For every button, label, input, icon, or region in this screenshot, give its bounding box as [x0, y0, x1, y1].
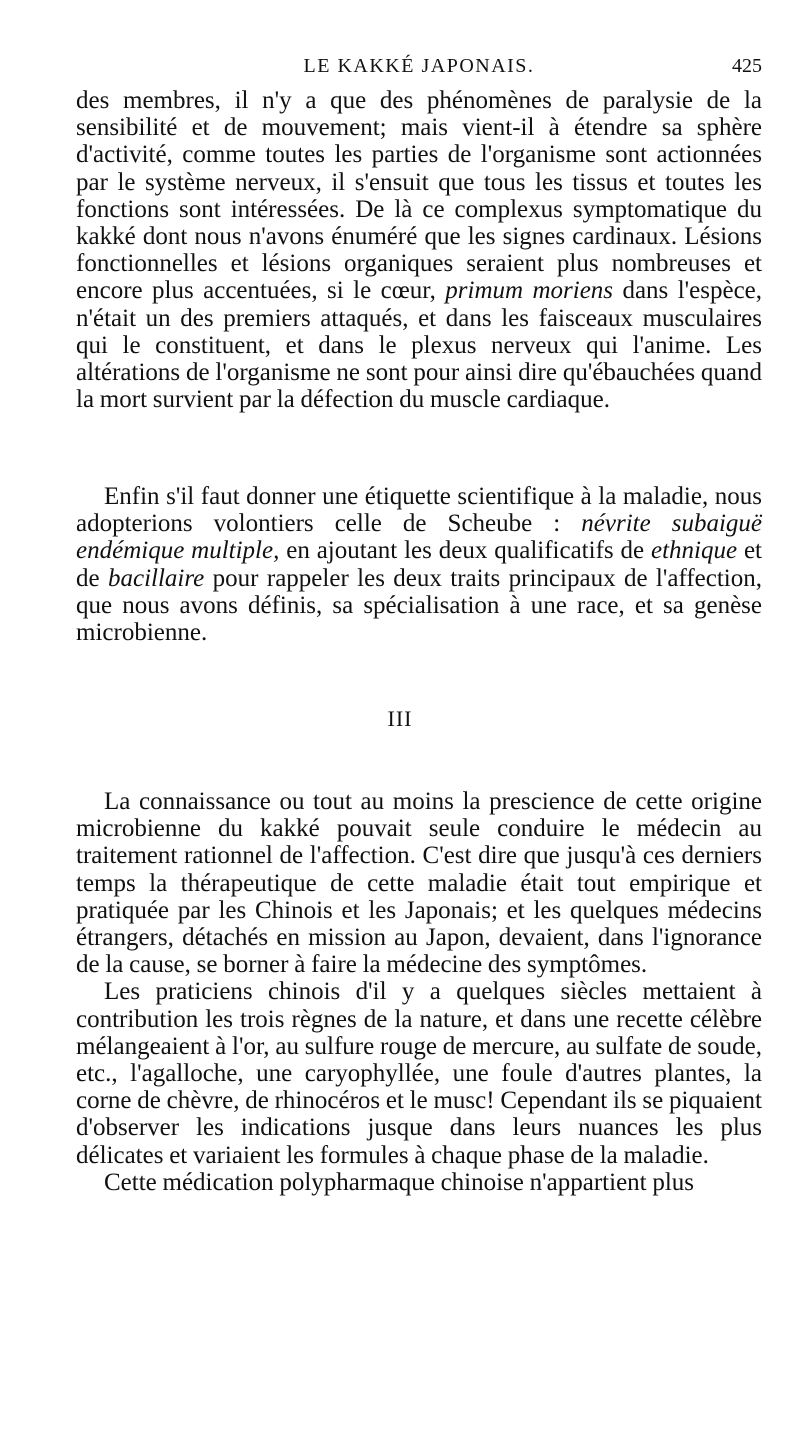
- text-block-section-iii: [76, 788, 762, 1196]
- running-header: [76, 55, 762, 85]
- paragraph-continuation: [76, 87, 762, 413]
- paragraph-text: en ajoutant les deux qualificatifs de: [286, 537, 645, 565]
- paragraph-text: dans l'espèce, n'était un des premiers attaqués, et dans les faisceaux musculaires qui le constituent, et dans le plexus nerveux qui l'anime. Les altérations de l'organisme ne sont pour ainsi dire qu'ébauchées quand la mort survient par la défection du muscle cardiaque.: [76, 277, 763, 414]
- paragraph-text: des membres, il n'y a que des phénomènes de paralysie de la sensibilité et de mouvement; mais vient-il à étendre sa sphère d'activité, comme toutes les parties de l'organisme sont actionnées par le système nerveux, il s'ensuit que tous les tissus et toutes les fonctions sont intéressées. De là ce complexus symptomatique du kakké dont nous n'avons énuméré que les signes cardinaux. Lésions fonctionnelles et lésions organiques seraient plus nombreuses et encore plus accentuées, si le cœur,: [76, 87, 762, 305]
- italic-phrase: névrite subaiguë endémique multiple,: [76, 510, 762, 565]
- page-number: 425: [732, 55, 762, 77]
- paragraph-chinese-practitioners: Les praticiens chinois d'il y a quelques siècles mettaient à contribution les trois règnes de la nature, et dans une recette célèbre mélangeaient à l'or, au sulfure rouge de mercure, au sulfate de soude, etc., l'agalloche, une caryophyllée, une foule d'autres plantes, la corne de chèvre, de rhinocéros et le musc! Cependant ils se piquaient d'observer les indications jusque dans leurs nuances les plus délicates et variaient les formules à chaque phase de la maladie.: [76, 978, 762, 1169]
- running-title: LE KAKKÉ JAPONAIS.: [303, 55, 535, 77]
- italic-word: ethnique: [650, 537, 738, 565]
- paragraph-text: pour rappeler les deux traits principaux de l'affection, que nous avons définis, sa spécialisation à une race, et sa genèse microbienne.: [76, 564, 763, 647]
- section-heading: III: [387, 706, 413, 731]
- paragraph-treatment: La connaissance ou tout au moins la prescience de cette origine microbienne du kakké pouvait seule conduire le médecin au traitement rationnel de l'affection. C'est dire que jusqu'à ces derniers temps la thérapeutique de cette maladie était tout empirique et pratiquée par les Chinois et les Japonais; et les quelques médecins étrangers, détachés en mission au Japon, devaient, dans l'ignorance de la cause, se borner à faire la médecine des symptômes.: [76, 788, 762, 979]
- text-block-conclusion: [76, 483, 762, 646]
- paragraph-text: Enfin s'il faut donner une étiquette scientifique à la maladie, nous adopterions volontiers celle de Scheube :: [76, 483, 762, 538]
- italic-phrase: primum moriens: [445, 277, 614, 305]
- paragraph-etiquette: [76, 483, 762, 646]
- paragraph-text: et de: [76, 537, 762, 592]
- text-block-continuation: [76, 87, 762, 413]
- paragraph-polypharmacy: Cette médication polypharmaque chinoise n'appartient plus: [104, 1168, 695, 1196]
- italic-word: bacillaire: [108, 564, 205, 592]
